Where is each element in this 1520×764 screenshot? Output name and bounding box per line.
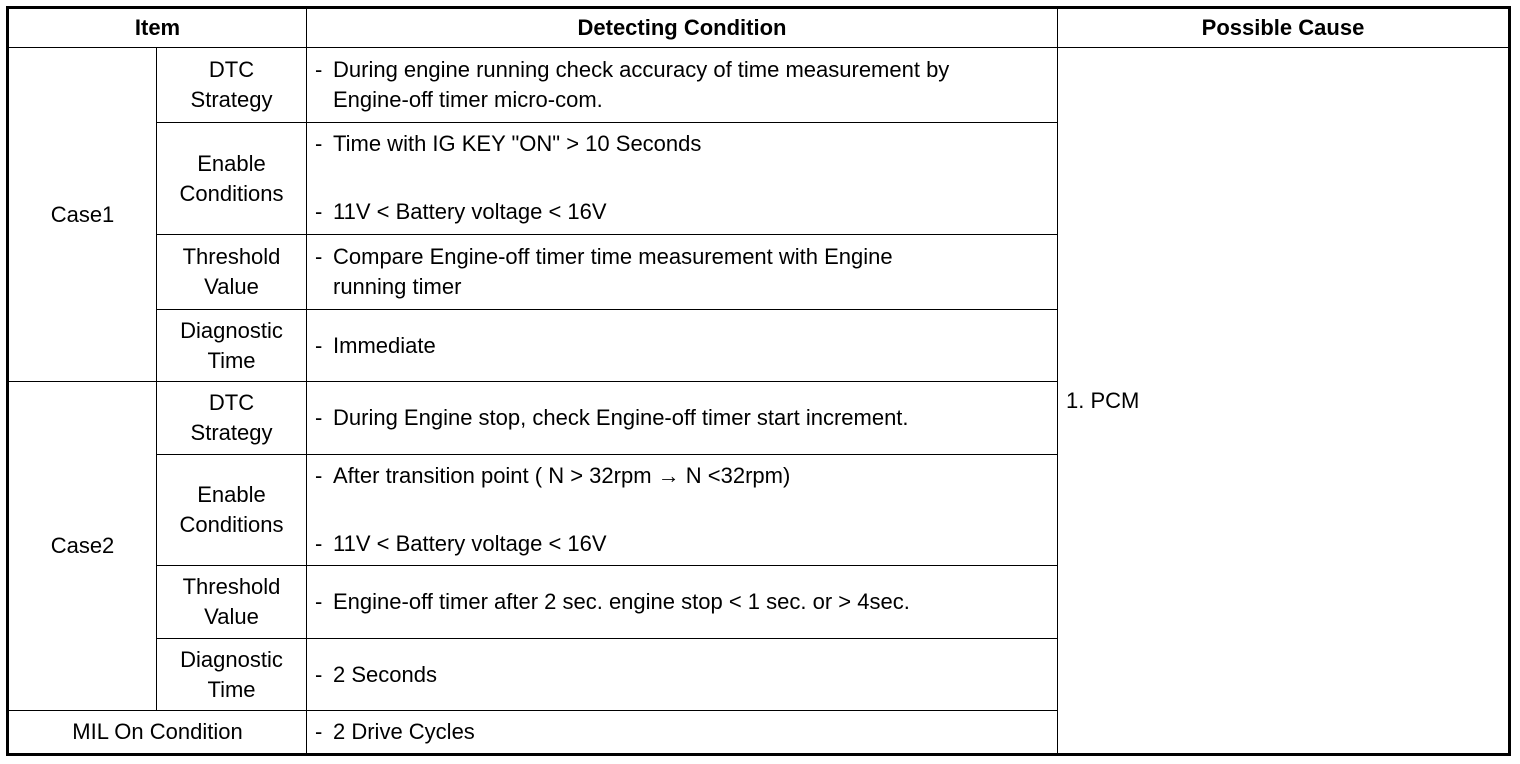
condition-text: Compare Engine-off timer time measurement with Engine: [333, 244, 893, 269]
label-line: Conditions: [179, 512, 284, 537]
header-detecting-condition: Detecting Condition: [307, 8, 1058, 48]
condition-text: Engine-off timer after 2 sec. engine stop < 1 sec. or > 4sec.: [333, 589, 910, 614]
case1-enable-conditions-label: [157, 123, 307, 235]
case1-dtc-strategy-label: [157, 48, 307, 123]
condition-line: [315, 403, 1049, 433]
header-item: Item: [8, 8, 307, 48]
label-line: Time: [207, 676, 256, 702]
table-row: [8, 48, 1510, 123]
condition-text: 2 Drive Cycles: [333, 719, 475, 744]
case1-dtc-strategy-condition: [307, 48, 1058, 123]
condition-text: During engine running check accuracy of time measurement by: [333, 57, 950, 82]
condition-line: [315, 197, 1049, 227]
condition-line: [315, 660, 1049, 690]
label-line: Threshold: [182, 574, 281, 599]
case2-diagnostic-time-condition: [307, 639, 1058, 711]
case1-diagnostic-time-label: [157, 310, 307, 382]
label-line: Value: [204, 604, 259, 629]
case2-dtc-strategy-condition: [307, 382, 1058, 455]
possible-cause-cell: 1. PCM: [1058, 48, 1510, 755]
condition-text: 11V < Battery voltage < 16V: [333, 199, 607, 224]
case2-diagnostic-time-label: [157, 639, 307, 711]
header-row: [8, 8, 1510, 48]
condition-text: Time with IG KEY "ON" > 10 Seconds: [333, 131, 702, 156]
label-line: Diagnostic: [180, 646, 283, 672]
mil-on-condition-value: [307, 711, 1058, 755]
bullet-dash: -: [315, 332, 323, 358]
bullet-dash: -: [315, 131, 323, 156]
case2-dtc-strategy-label: [157, 382, 307, 455]
case1-threshold-value-label: [157, 235, 307, 310]
label-line: Strategy: [190, 87, 273, 112]
bullet-dash: -: [315, 57, 323, 82]
bullet-dash: -: [315, 405, 323, 430]
bullet-dash: -: [315, 531, 323, 556]
bullet-dash: -: [315, 589, 323, 614]
bullet-dash: -: [315, 199, 323, 224]
bullet-dash: -: [315, 661, 323, 687]
bullet-dash: -: [315, 244, 323, 269]
condition-text: After transition point ( N > 32rpm → N <32rpm): [333, 463, 791, 488]
condition-line: [315, 529, 1049, 559]
condition-text: Engine-off timer micro-com.: [333, 87, 603, 112]
case1-enable-conditions-condition: [307, 123, 1058, 235]
case1-threshold-value-condition: [307, 235, 1058, 310]
label-line: Diagnostic: [180, 317, 283, 343]
mil-on-condition-label: MIL On Condition: [8, 711, 307, 755]
case1-diagnostic-time-condition: [307, 310, 1058, 382]
case2-enable-conditions-condition: [307, 455, 1058, 566]
dtc-condition-table: [6, 6, 1511, 756]
condition-line: [315, 461, 1049, 491]
condition-line: [315, 331, 1049, 361]
label-line: Time: [207, 347, 256, 373]
label-line: Enable: [197, 482, 266, 507]
label-line: Value: [204, 274, 259, 299]
bullet-dash: -: [315, 463, 323, 488]
case2-label: Case2: [8, 382, 157, 711]
label-line: Enable: [197, 150, 266, 176]
case1-label: Case1: [8, 48, 157, 382]
condition-text: 11V < Battery voltage < 16V: [333, 531, 607, 556]
label-line: Strategy: [190, 420, 273, 445]
case2-threshold-value-condition: [307, 566, 1058, 639]
label-line: DTC: [208, 57, 255, 82]
label-line: Conditions: [179, 180, 284, 206]
condition-line: [315, 242, 1049, 302]
condition-line: [315, 55, 1049, 115]
condition-text: running timer: [333, 274, 462, 299]
condition-line: [315, 129, 1049, 159]
condition-text: 2 Seconds: [333, 661, 437, 687]
case2-threshold-value-label: [157, 566, 307, 639]
condition-line: [315, 587, 1049, 617]
case2-enable-conditions-label: [157, 455, 307, 566]
header-possible-cause: Possible Cause: [1058, 8, 1510, 48]
label-line: Threshold: [182, 244, 281, 269]
label-line: DTC: [208, 390, 255, 415]
condition-text: Immediate: [333, 332, 436, 358]
bullet-dash: -: [315, 719, 323, 744]
condition-line: [315, 717, 1049, 747]
condition-text: During Engine stop, check Engine-off timer start increment.: [333, 405, 909, 430]
